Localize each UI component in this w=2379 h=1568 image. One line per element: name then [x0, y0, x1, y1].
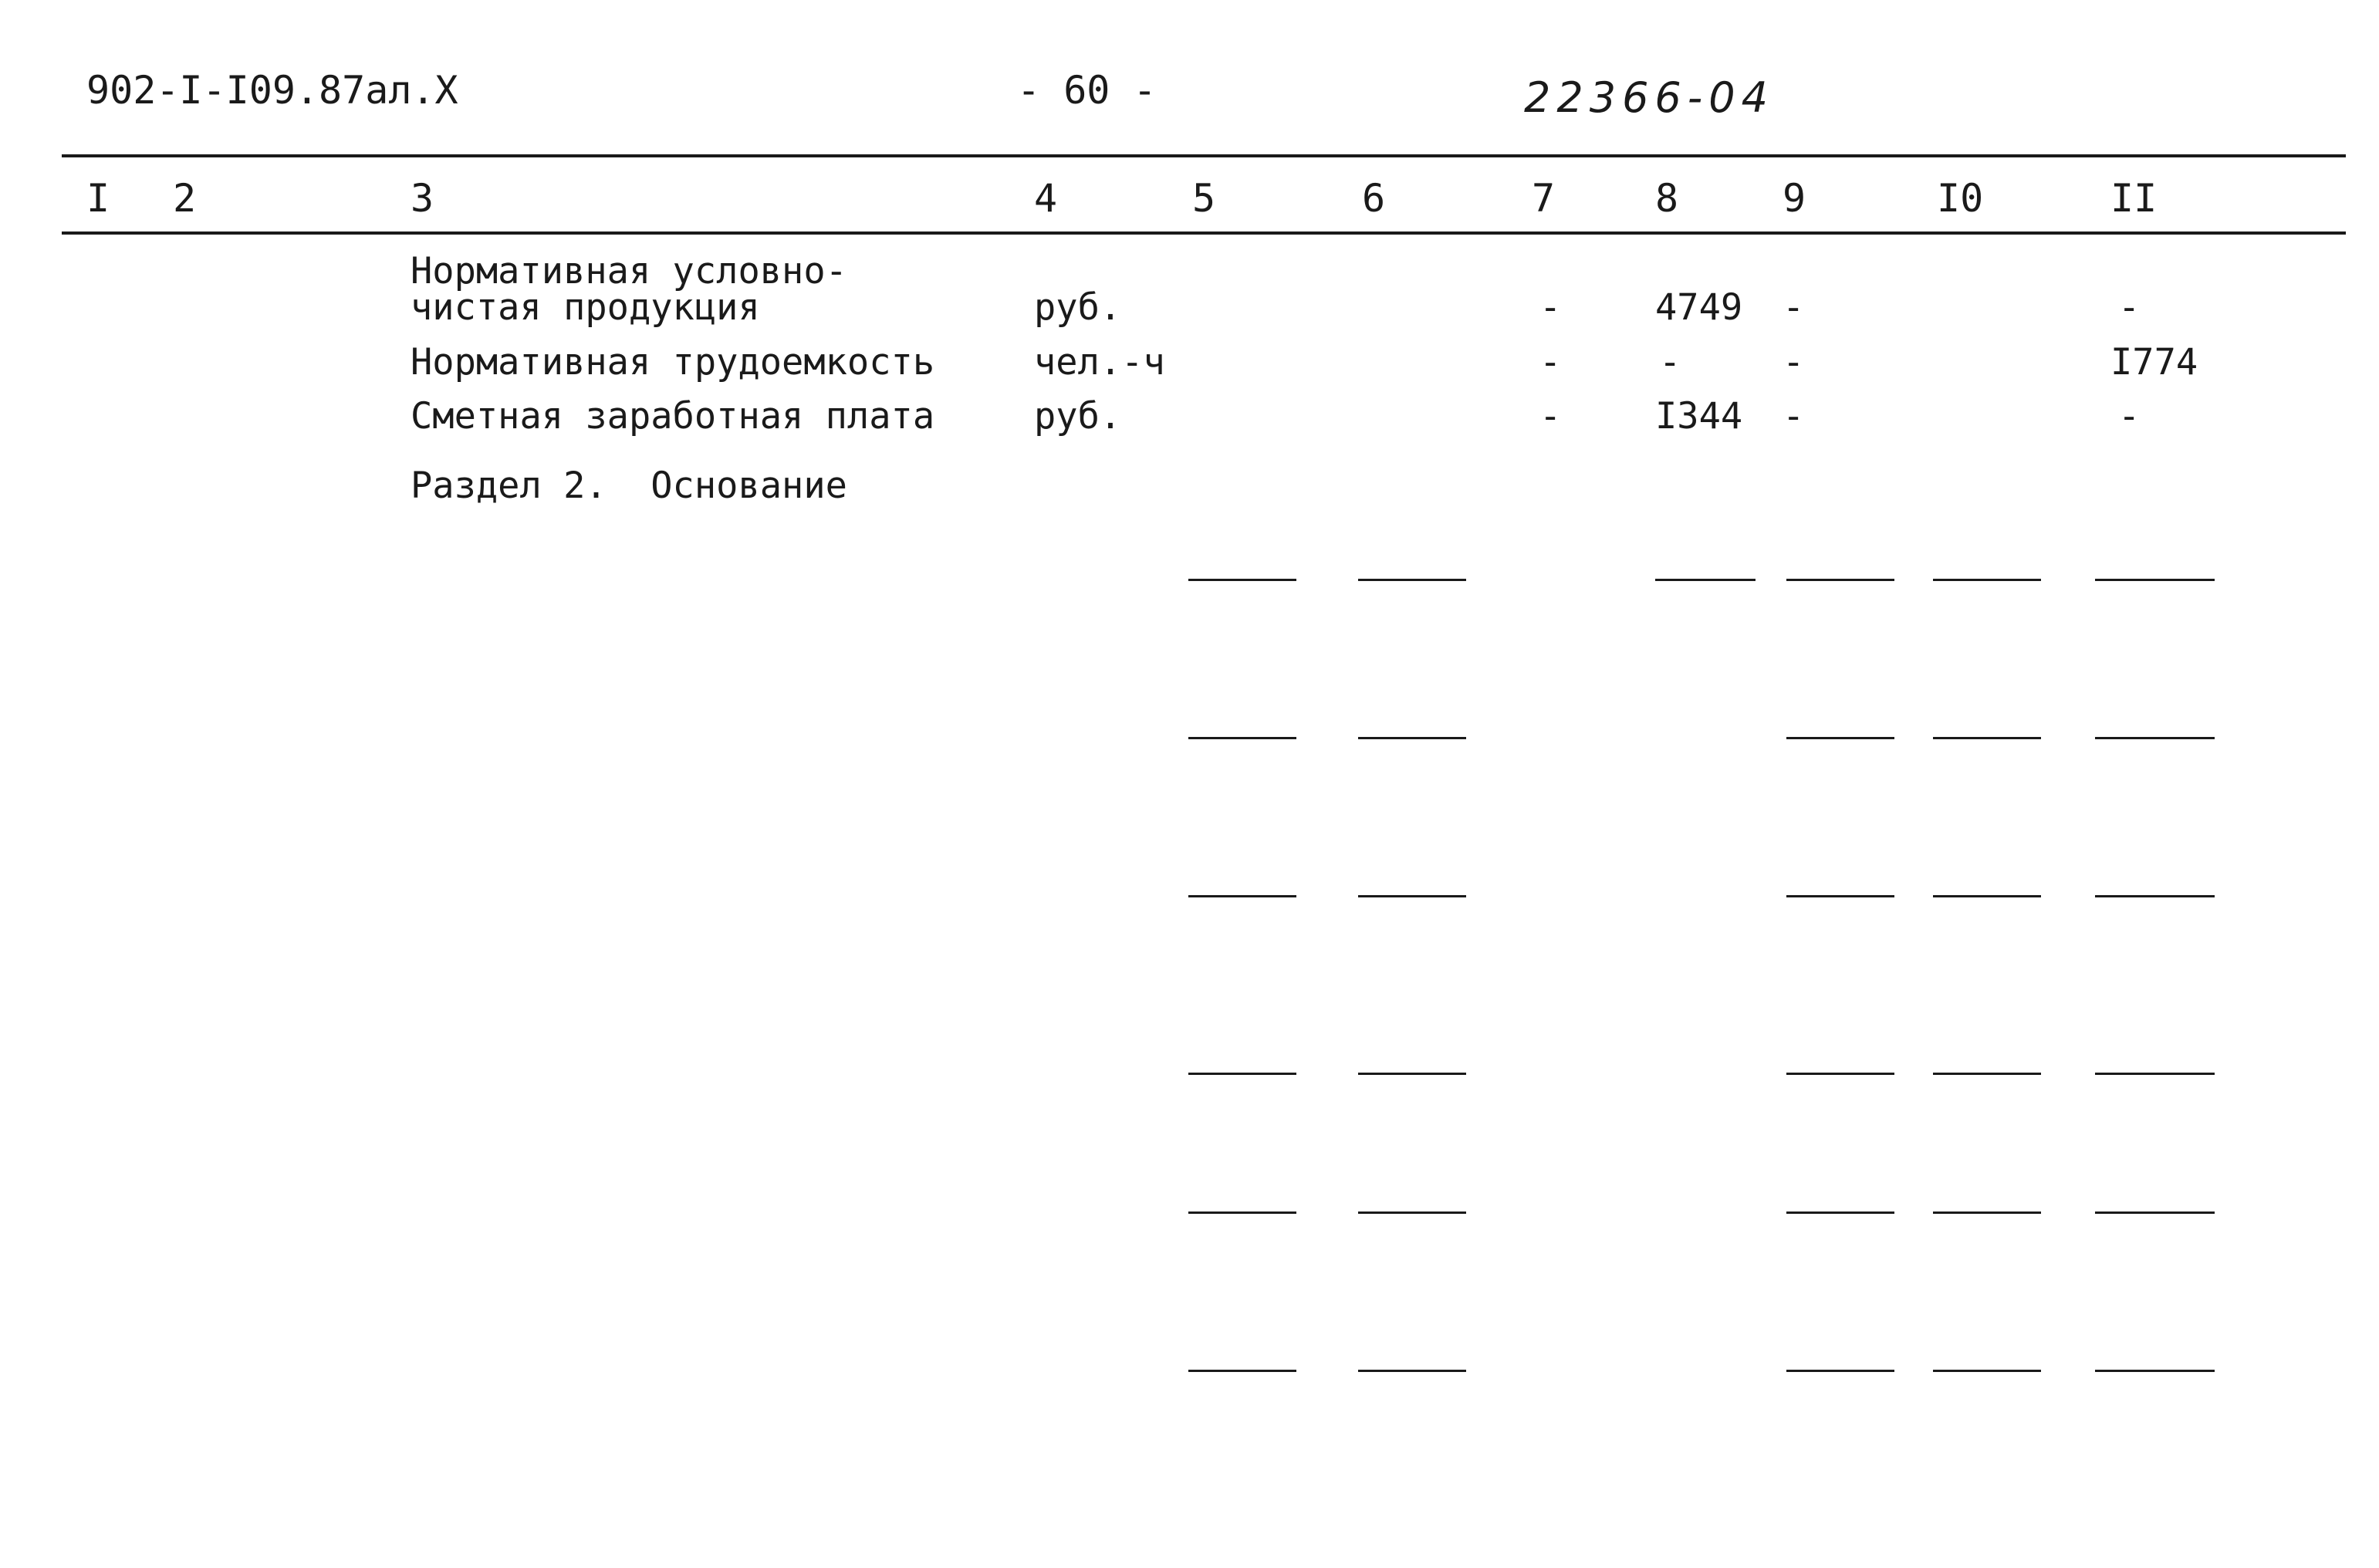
- summary-name: Нормативная условно- чистая продукция: [411, 250, 847, 329]
- col11-value-fraction-line: [2095, 895, 2215, 897]
- column-header-1: I: [86, 176, 110, 221]
- col10-value-fraction-line: [1933, 895, 2041, 897]
- col11-value-fraction-line: [2095, 1211, 2215, 1214]
- machine-cost-fraction-line: [1358, 1211, 1466, 1214]
- column-header-4: 4: [1034, 176, 1058, 221]
- column-header-9: 9: [1783, 176, 1806, 221]
- summary-name: Нормативная трудоемкость: [411, 341, 935, 384]
- summary-col11: I774: [2110, 341, 2198, 384]
- machine-cost-fraction-line: [1358, 895, 1466, 897]
- col10-value-fraction-line: [1933, 1370, 2041, 1372]
- section-title: Раздел 2. Основание: [411, 465, 847, 507]
- machine-cost-fraction-line: [1358, 579, 1466, 581]
- header-top-rule: [62, 154, 2346, 157]
- summary-col9: -: [1783, 341, 1805, 384]
- column-header-8: 8: [1655, 176, 1679, 221]
- summary-unit: чел.-ч: [1034, 341, 1165, 384]
- sheet-number: 22366-04: [1524, 73, 1774, 122]
- column-header-3: 3: [411, 176, 434, 221]
- summary-col8: -: [1659, 341, 1681, 384]
- machine-cost-fraction-line: [1358, 1370, 1466, 1372]
- summary-col7: -: [1539, 286, 1562, 329]
- page-number: - 60 -: [1017, 68, 1157, 113]
- column-header-2: 2: [173, 176, 197, 221]
- col9-value-fraction-line: [1786, 1073, 1894, 1075]
- cost-per-unit-fraction-line: [1188, 895, 1296, 897]
- cost-per-unit-fraction-line: [1188, 1211, 1296, 1214]
- summary-name: Сметная заработная плата: [411, 395, 935, 438]
- cost-per-unit-fraction-line: [1188, 579, 1296, 581]
- summary-col7: -: [1539, 395, 1562, 438]
- summary-col11: -: [2118, 395, 2141, 438]
- col10-value-fraction-line: [1933, 1211, 2041, 1214]
- column-header-5: 5: [1192, 176, 1216, 221]
- cost-per-unit-fraction-line: [1188, 737, 1296, 739]
- machine-cost-fraction-line: [1358, 737, 1466, 739]
- summary-col8: I344: [1655, 395, 1743, 438]
- col10-value-fraction-line: [1933, 737, 2041, 739]
- col9-value-fraction-line: [1786, 895, 1894, 897]
- summary-col9: -: [1783, 286, 1805, 329]
- col11-value-fraction-line: [2095, 1073, 2215, 1075]
- col8-underline: [1655, 579, 1756, 581]
- summary-col8: 4749: [1655, 286, 1743, 329]
- column-header-11: II: [2110, 176, 2158, 221]
- header-bottom-rule: [62, 231, 2346, 235]
- col11-value-fraction-line: [2095, 737, 2215, 739]
- summary-unit: руб.: [1034, 286, 1122, 329]
- col11-value-fraction-line: [2095, 1370, 2215, 1372]
- col11-value-fraction-line: [2095, 579, 2215, 581]
- col9-value-fraction-line: [1786, 579, 1894, 581]
- column-header-10: I0: [1937, 176, 1984, 221]
- col10-value-fraction-line: [1933, 1073, 2041, 1075]
- document-code: 902-I-I09.87ал.X: [86, 68, 458, 113]
- col9-value-fraction-line: [1786, 1370, 1894, 1372]
- machine-cost-fraction-line: [1358, 1073, 1466, 1075]
- cost-per-unit-fraction-line: [1188, 1370, 1296, 1372]
- col10-value-fraction-line: [1933, 579, 2041, 581]
- summary-col7: -: [1539, 341, 1562, 384]
- cost-per-unit-fraction-line: [1188, 1073, 1296, 1075]
- col9-value-fraction-line: [1786, 1211, 1894, 1214]
- summary-col9: -: [1783, 395, 1805, 438]
- column-header-7: 7: [1532, 176, 1556, 221]
- summary-col11: -: [2118, 286, 2141, 329]
- summary-unit: руб.: [1034, 395, 1122, 438]
- col9-value-fraction-line: [1786, 737, 1894, 739]
- column-header-6: 6: [1362, 176, 1386, 221]
